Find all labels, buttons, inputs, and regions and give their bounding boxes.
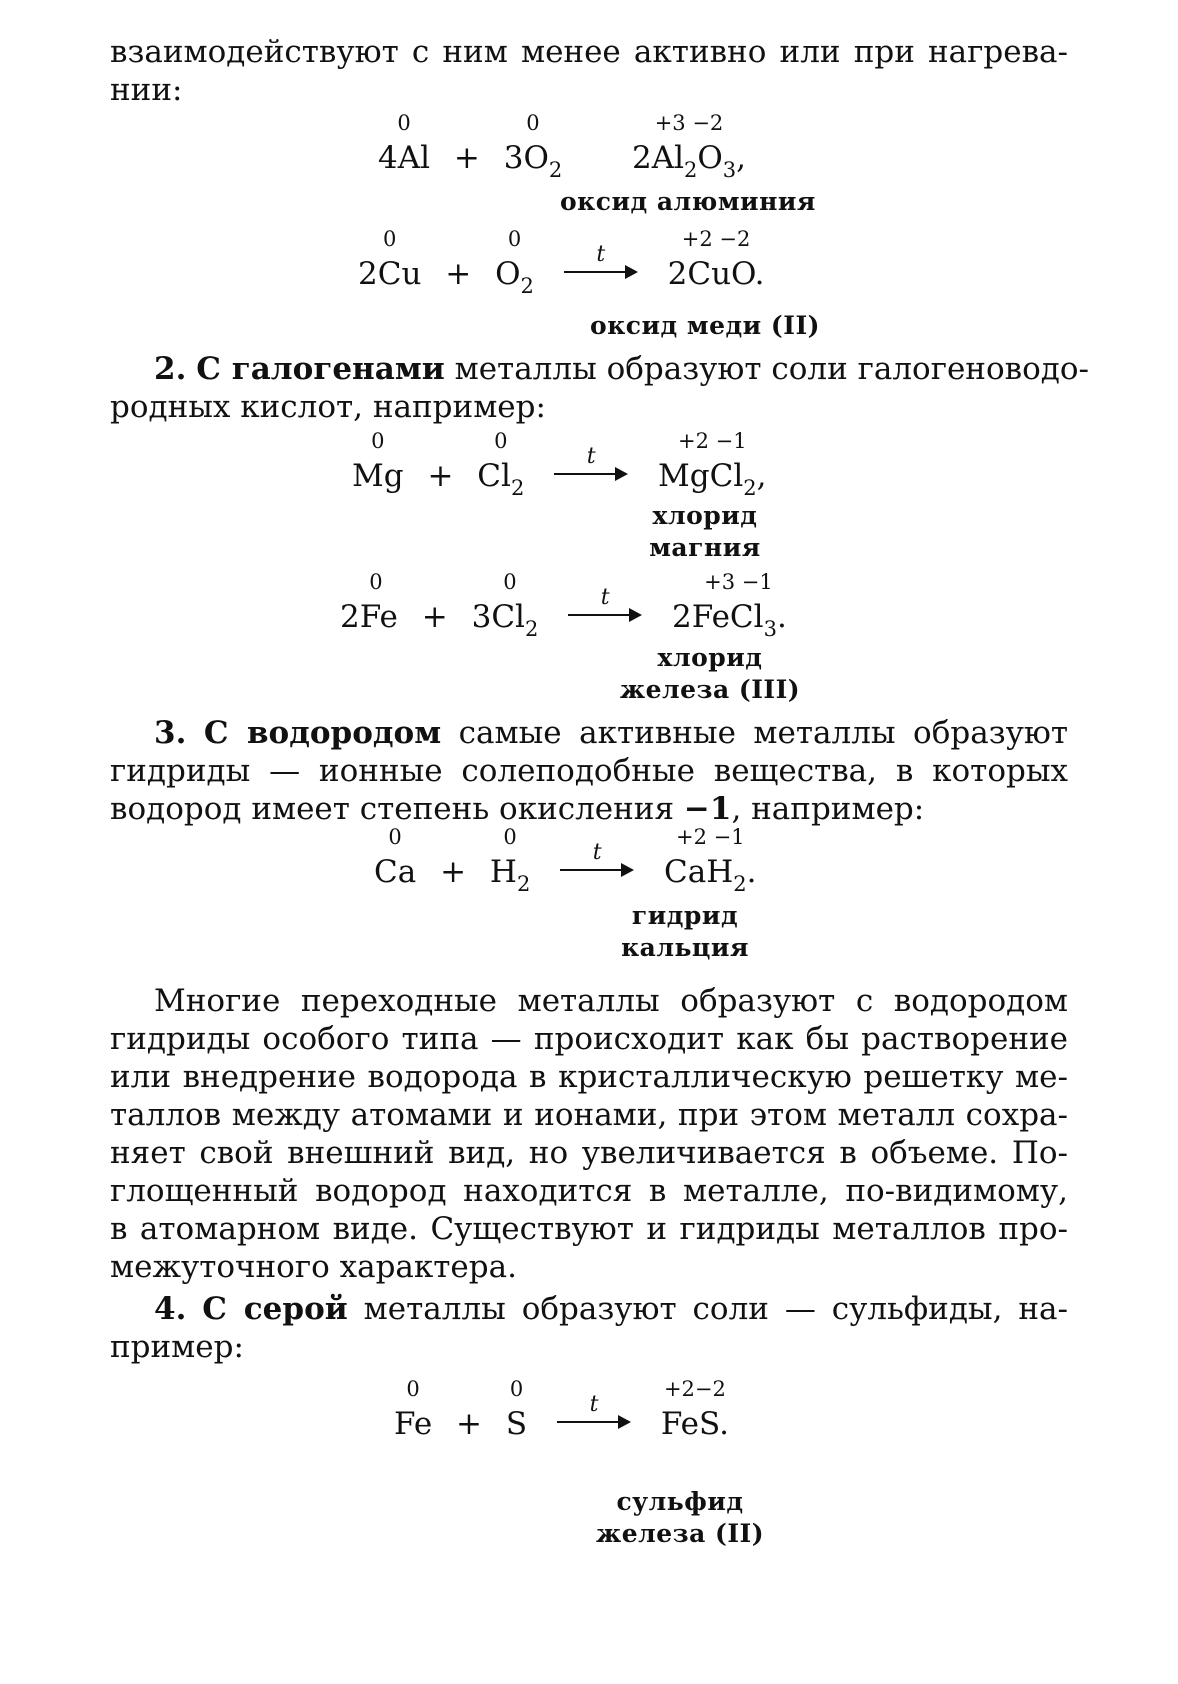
section-heading: С серой — [202, 1291, 348, 1327]
reactant-2: 0 S — [505, 1377, 528, 1442]
reaction-arrow-icon — [560, 840, 634, 879]
oxidation-state: 0 — [509, 1377, 524, 1401]
product: +3 −2 $2Al_2O_3$, — [631, 111, 747, 182]
reactant-1: 0 4Al — [378, 111, 431, 176]
oxidation-state: +2 −1 — [677, 429, 747, 453]
oxidation-state: 0 — [383, 227, 397, 251]
text-line: Многие переходные металлы образуют с водородом — [154, 983, 1068, 1019]
text-line: няет свой внешний вид, но увеличивается в объеме. По- — [110, 1135, 1068, 1171]
reactant-1: 0 Fe — [394, 1377, 433, 1442]
product-name: оксид меди (II) — [590, 311, 820, 340]
text-line: гидриды — ионные солеподобные вещества, в которых — [110, 753, 1068, 789]
oxidation-state: 0 — [503, 825, 517, 849]
section-halogens — [110, 350, 1089, 426]
oxidation-state: 0 — [503, 570, 517, 594]
transition-metals-paragraph — [110, 982, 1068, 1286]
section-hydrogen — [110, 714, 1068, 828]
oxidation-state: +3 −2 — [654, 111, 724, 135]
oxidation-state: 0 — [494, 429, 508, 453]
text-line: пример: — [110, 1329, 244, 1365]
text-line: 3. С водородом самые активные металлы образуют — [154, 715, 1068, 751]
intro-paragraph — [110, 33, 1068, 109]
text-line: таллов между атомами и ионами, при этом металл сохра- — [110, 1097, 1068, 1133]
condition-label: t — [596, 242, 606, 267]
text-line: нии: — [110, 72, 183, 108]
plus-sign: + — [456, 1406, 483, 1442]
product: +2 −2 2CuO. — [667, 227, 765, 292]
oxidation-state: 0 — [371, 429, 385, 453]
text-line: гидриды особого типа — происходит как бы растворение — [110, 1021, 1068, 1057]
equation-iron-chloride — [340, 570, 787, 641]
product: +3 −1 2FeCl$_3$. — [672, 570, 787, 641]
text-line: 4. С серой металлы образуют соли — сульфиды, на- — [154, 1291, 1068, 1327]
equation-calcium-hydride — [374, 825, 757, 896]
plus-sign: + — [445, 256, 472, 292]
text-line: в атомарном виде. Существуют и гидриды металлов про- — [110, 1211, 1068, 1247]
reactant-2: 0 $3O_2$ — [503, 111, 563, 182]
product-name: сульфид железа (II) — [595, 1487, 765, 1548]
oxidation-state: 0 — [369, 570, 383, 594]
product: +2−2 FeS. — [660, 1377, 729, 1442]
reactant-2: 0 $3Cl_2$ — [471, 570, 539, 641]
reaction-arrow-icon — [568, 585, 642, 624]
equation-iron-sulfide — [394, 1377, 729, 1444]
plus-sign: + — [453, 140, 480, 176]
oxidation-state: 0 — [507, 227, 522, 251]
condition-label: t — [592, 840, 602, 865]
product-name: хлорид железа (III) — [619, 643, 801, 704]
reaction-arrow-icon — [564, 242, 638, 281]
product-name: оксид алюминия — [560, 187, 816, 216]
section-heading: С галогенами — [196, 351, 445, 387]
text-line: родных кислот, например: — [110, 389, 546, 425]
oxidation-state: +2 −2 — [681, 227, 751, 251]
reactant-1: 0 Ca — [374, 825, 417, 890]
product: +2 −1 MgCl$_2$, — [658, 429, 767, 500]
oxidation-state: +3 −1 — [704, 570, 773, 594]
oxidation-state: 0 — [526, 111, 540, 135]
plus-sign: + — [440, 854, 467, 890]
reactant-1: 0 2Cu — [358, 227, 422, 292]
text-line: 2. С галогенами металлы образуют соли галогеноводо- — [154, 351, 1089, 387]
text-line: или внедрение водорода в кристаллическую решетку ме- — [110, 1059, 1068, 1095]
product: +2 −1 CaH$_2$. — [664, 825, 757, 896]
condition-label: t — [586, 444, 596, 469]
text-line: глощенный водород находится в металле, по-видимому, — [110, 1173, 1068, 1209]
plus-sign: + — [427, 458, 454, 494]
section-heading: С водородом — [203, 715, 442, 751]
text-line: межуточного характера. — [110, 1249, 517, 1285]
reactant-2: 0 $Cl_2$ — [477, 429, 525, 500]
text-line: взаимодействуют с ним менее активно или при нагрева- — [110, 34, 1068, 70]
condition-label: t — [600, 585, 610, 610]
oxidation-state: 0 — [388, 825, 402, 849]
oxidation-state: +2−2 — [663, 1377, 726, 1401]
product-name: хлорид магния — [649, 501, 761, 562]
equation-copper-oxide — [358, 227, 765, 298]
oxidation-state: 0 — [406, 1377, 420, 1401]
text-line: водород имеет степень окисления −1, например: — [110, 791, 925, 827]
section-number: 2. — [154, 351, 187, 387]
section-number: 4. — [154, 1291, 187, 1327]
equation-magnesium-chloride — [352, 429, 767, 500]
oxidation-state: 0 — [397, 111, 411, 135]
reaction-arrow-icon — [554, 444, 628, 483]
reaction-arrow-icon — [557, 1392, 631, 1431]
reactant-1: 0 Mg — [352, 429, 404, 494]
reactant-1: 0 2Fe — [340, 570, 398, 635]
plus-sign: + — [421, 599, 448, 635]
reactant-2: 0 $O_2$ — [495, 227, 534, 298]
equation-aluminium-oxide — [378, 111, 747, 182]
oxidation-state: +2 −1 — [675, 825, 745, 849]
section-number: 3. — [154, 715, 187, 751]
reactant-2: 0 $H_2$ — [489, 825, 531, 896]
section-sulfur — [110, 1290, 1068, 1366]
condition-label: t — [589, 1392, 599, 1417]
product-name: гидрид кальция — [621, 901, 749, 962]
